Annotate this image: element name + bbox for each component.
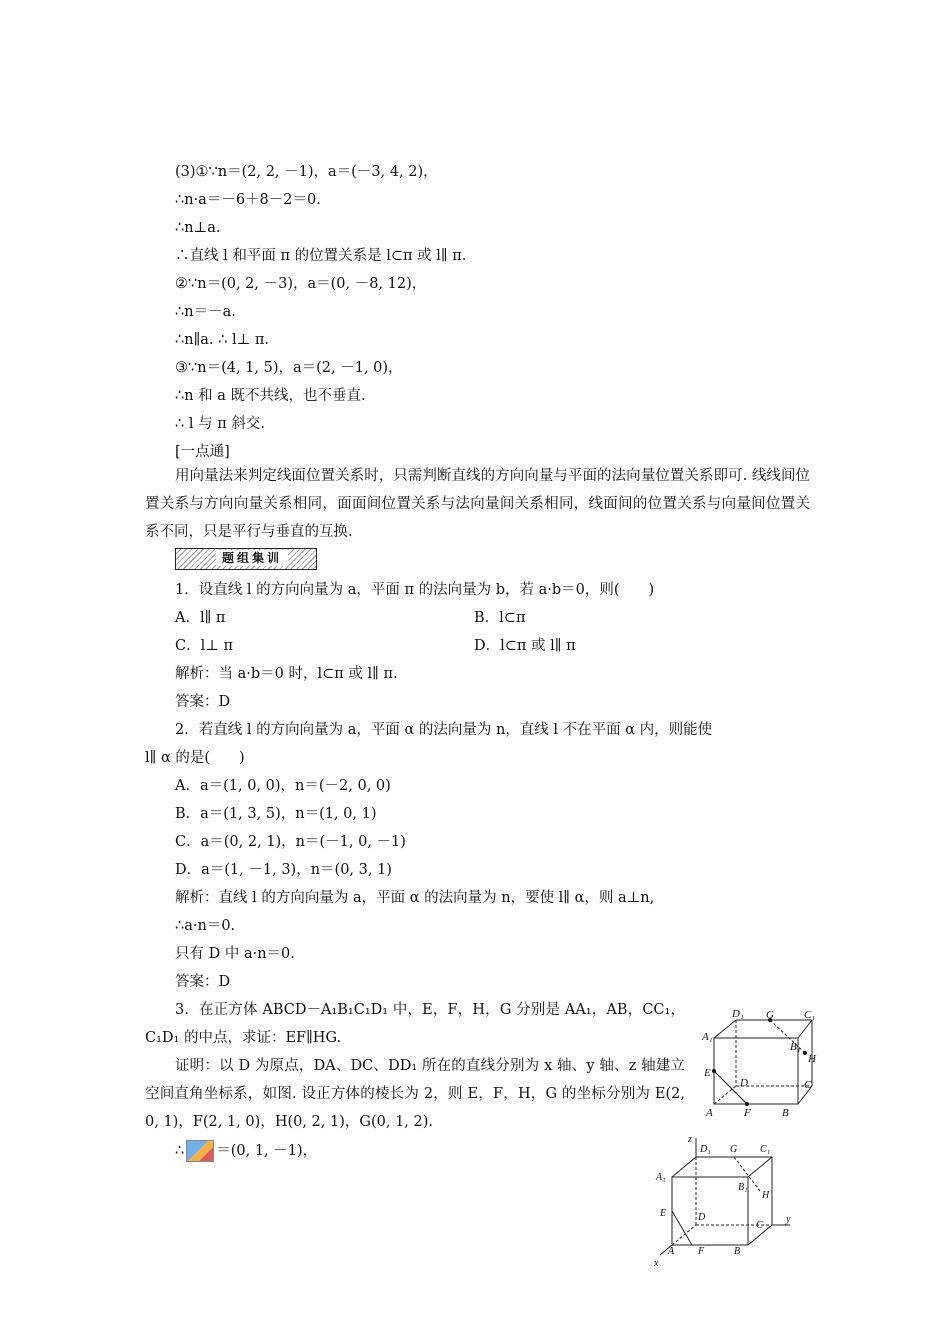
label-D1: D₁ (732, 1010, 744, 1020)
axis-x-label: x (654, 1258, 659, 1269)
label2-A: A (668, 1246, 675, 1257)
label-F: F (744, 1107, 751, 1119)
vector-image-placeholder-icon (186, 1140, 214, 1162)
label2-F: F (698, 1246, 705, 1257)
q2-option-d: D．a＝(1, －1, 3)，n＝(0, 3, 1) (175, 862, 392, 878)
q2-analysis: 解析：直线 l 的方向向量为 a，平面 α 的法向量为 n，要使 l∥ α，则 a⊥n, (175, 890, 655, 906)
label-A1: A₁ (702, 1031, 713, 1043)
line-7: ∴n∥a. ∴ l⊥ π. (175, 332, 269, 348)
coordinate-cube-figure (652, 1132, 802, 1272)
line-9: ∴n 和 a 既不共线，也不垂直. (175, 388, 366, 404)
label-B: B (782, 1107, 789, 1119)
q1-option-d: D．l⊂π 或 l∥ π (474, 638, 576, 654)
label-C: C (804, 1079, 812, 1091)
q1-option-a: A．l∥ π (175, 610, 226, 626)
label-H: H (808, 1053, 816, 1065)
label2-D1: D₁ (700, 1144, 711, 1155)
therefore-symbol: ∴ (175, 1143, 185, 1159)
q2-option-b: B．a＝(1, 3, 5)，n＝(1, 0, 1) (175, 806, 377, 822)
q2-stem-2: l∥ α 的是( ) (145, 750, 245, 766)
cube-figure (700, 1010, 830, 1122)
label2-H: H (762, 1190, 770, 1201)
label-D: D (740, 1077, 748, 1089)
label2-G: G (730, 1144, 738, 1155)
line-6: ∴n＝－a. (175, 304, 236, 320)
axis-z-label: z (688, 1134, 692, 1145)
q2-answer: 答案：D (175, 974, 231, 990)
label-B1: B₁ (790, 1041, 801, 1053)
q3-proof: 证明：以 D 为原点，DA、DC、DD₁ 所在的直线分别为 x 轴、y 轴、z 轴建立空间直角坐标系，如图. 设正方体的棱长为 2，则 E，F，H，G 的坐标分别为 E(2, 0, 1)，F(2, 1, 0)，H(0, 2, 1)，G(0, 1, 2). (145, 1058, 685, 1130)
line-2: ∴n·a＝－6＋8－2＝0. (175, 192, 321, 208)
label2-D: D (698, 1212, 706, 1223)
vector-value: ＝(0, 1, －1)， (216, 1143, 318, 1159)
label2-E: E (660, 1208, 667, 1219)
line-8: ③∵n＝(4, 1, 5)，a＝(2, －1, 0)， (175, 360, 403, 376)
axis-y-label: y (786, 1214, 791, 1225)
summary-paragraph: 用向量法来判定线面位置关系时，只需判断直线的方向向量与平面的法向量位置关系即可. 线线间位置关系与方向向量关系相同，面面间位置关系与法向量间关系相同，线面间的位置关系与向量间位置关系不同，只是平行与垂直的互换. (145, 468, 810, 540)
section-banner (175, 548, 317, 570)
q1-option-c: C．l⊥ π (175, 638, 234, 654)
q2-step: ∴a·n＝0. (175, 918, 236, 934)
line-3: ∴n⊥a. (175, 220, 221, 236)
q2-stem-1: 2．若直线 l 的方向向量为 a，平面 α 的法向量为 n，直线 l 不在平面 α 内，则能使 (175, 722, 713, 738)
q2-option-c: C．a＝(0, 2, 1)，n＝(－1, 0, －1) (175, 834, 406, 850)
q3-last-line (175, 1140, 317, 1162)
q2-only: 只有 D 中 a·n＝0. (175, 946, 295, 962)
q1-stem: 1．设直线 l 的方向向量为 a，平面 π 的法向量为 b，若 a·b＝0，则( ) (175, 582, 655, 598)
q1-answer: 答案：D (175, 694, 231, 710)
label-C1: C₁ (804, 1010, 816, 1021)
label2-B: B (734, 1246, 741, 1257)
label-G: G (766, 1010, 774, 1021)
label2-A1: A₁ (656, 1172, 666, 1183)
yidiantong-heading: [一点通] (175, 444, 230, 460)
q2-option-a: A．a＝(1, 0, 0)，n＝(－2, 0, 0) (175, 778, 391, 794)
label2-B1: B₁ (738, 1182, 748, 1193)
line-10: ∴ l 与 π 斜交. (175, 416, 265, 432)
line-5: ②∵n＝(0, 2, －3)，a＝(0, －8, 12)， (175, 276, 427, 292)
q1-analysis: 解析：当 a·b＝0 时，l⊂π 或 l∥ π. (175, 666, 398, 682)
q1-option-b: B．l⊂π (474, 610, 526, 626)
line-4: ∴直线 l 和平面 π 的位置关系是 l⊂π 或 l∥ π. (175, 248, 467, 264)
line-1: (3)①∵n＝(2, 2, －1)，a＝(－3, 4, 2)， (175, 164, 438, 180)
label-E: E (704, 1067, 711, 1079)
label-A: A (706, 1107, 713, 1119)
label2-C: C (756, 1220, 763, 1231)
banner-label: 题组集训 (216, 550, 288, 566)
q3-stem: 3．在正方体 ABCD－A₁B₁C₁D₁ 中，E，F，H，G 分别是 AA₁，AB，CC₁，C₁D₁ 的中点，求证：EF∥HG. (145, 1002, 685, 1046)
label2-C1: C₁ (760, 1144, 771, 1155)
